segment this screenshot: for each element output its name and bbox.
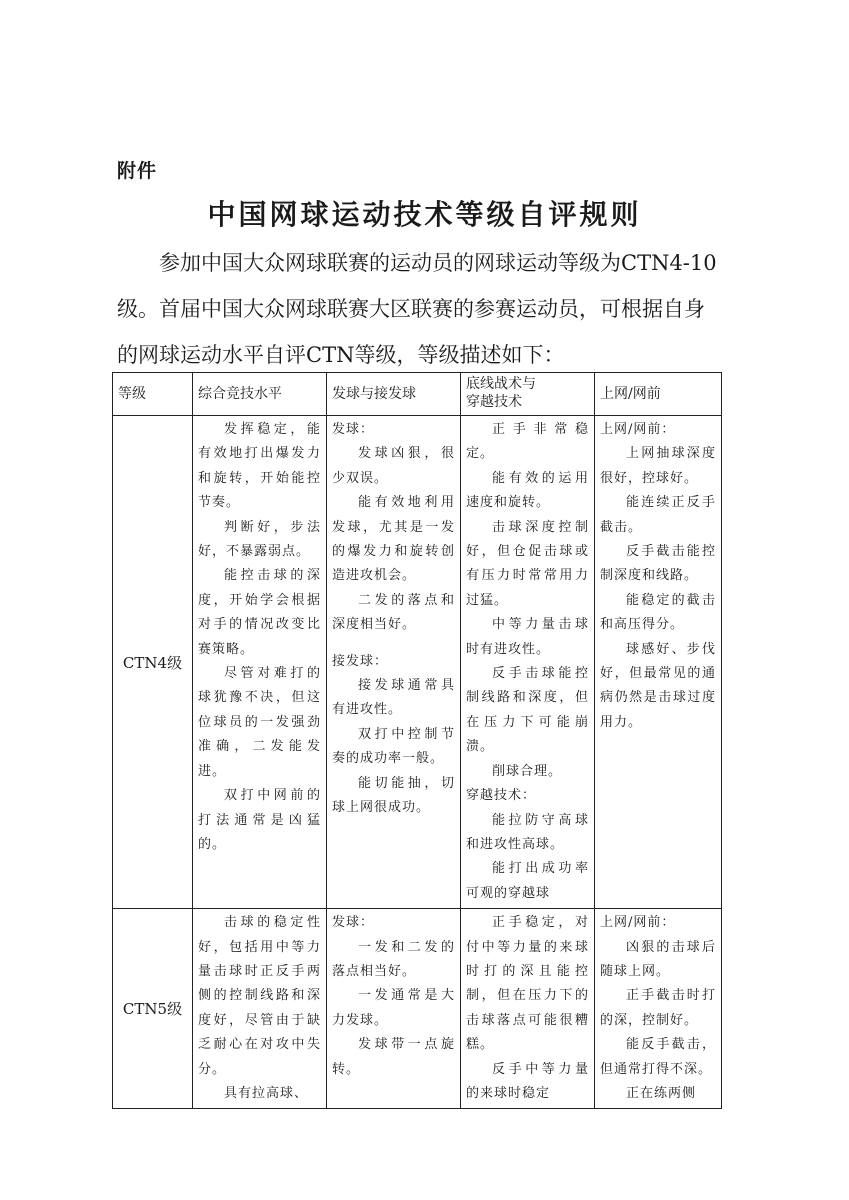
header-serve: 发球与接发球 [327,373,461,416]
net-cell [595,909,722,1109]
cell-paragraph: 接发球通常具有进攻性。 [332,678,455,718]
cell-paragraph: 双打中控制节奏的成功率一般。 [332,726,455,767]
baseline-cell [461,909,595,1109]
attachment-label: 附件 [117,160,158,182]
cell-paragraph: 双打中网前的打法通常是凶猛的。 [198,788,321,852]
intro-line-2: 级。首届中国大众网球联赛大区联赛的参赛运动员，可根据自身 [117,297,705,321]
overall-cell [193,416,327,909]
table-header-row [113,373,722,416]
cell-paragraph: 判断好，步法好，不暴露弱点。 [198,519,321,560]
cell-paragraph: 一发和二发的落点相当好。 [332,939,455,979]
cell-paragraph: 上网/网前： [600,915,676,931]
cell-paragraph: 发球： [332,915,375,931]
header-level: 等级 [113,373,193,416]
cell-paragraph: 球感好、步伐好，但最常见的通病仍然是击球过度用力。 [600,641,716,730]
cell-paragraph: 正手稳定，对付中等力量的来球时打的深且能控制，但在压力下的击球落点可能很糟糕。 [466,915,589,1053]
cell-paragraph: 二发的落点和深度相当好。 [332,592,455,633]
header-overall: 综合竞技水平 [193,373,327,416]
cell-paragraph: 尽管对难打的球犹豫不决，但这位球员的一发强劲准确，二发能发进。 [198,666,321,779]
serve-cell [327,909,461,1109]
overall-cell [193,909,327,1109]
baseline-cell [461,416,595,909]
serve-cell [327,416,461,909]
cell-paragraph: 反手截击能控制深度和线路。 [600,544,716,584]
cell-paragraph: 能有效的运用速度和旋转。 [466,470,589,511]
cell-paragraph: 削球合理。 [492,763,563,779]
level-cell: CTN5级 [113,909,193,1109]
cell-paragraph: 发球凶狠，很少双误。 [332,446,455,486]
document-title: 中国网球运动技术等级自评规则 [207,198,642,231]
cell-paragraph: 反手中等力量的来球时稳定 [466,1061,589,1101]
cell-paragraph: 反手击球能控制线路和深度，但在压力下可能崩溃。 [466,666,589,755]
header-baseline [461,373,595,416]
cell-paragraph: 能连续正反手截击。 [600,495,716,535]
cell-paragraph: 一发通常是大力发球。 [332,988,455,1028]
cell-paragraph: 正在练两侧 [626,1085,697,1101]
table-row [113,909,722,1109]
cell-paragraph: 能控击球的深度，开始学会根据对手的情况改变比赛策略。 [198,568,321,657]
cell-paragraph: 发球带一点旋转。 [332,1037,455,1077]
header-baseline-line-1: 底线战术与 [466,376,536,392]
cell-spacer [332,638,455,650]
cell-paragraph: 击球深度控制好，但仓促击球或有压力时常常用力过猛。 [466,519,589,608]
cell-paragraph: 能有效地利用发球，尤其是一发的爆发力和旋转创造进攻机会。 [332,495,455,584]
intro-line-1: 参加中国大众网球联赛的运动员的网球运动等级为CTN4-10 [159,251,717,275]
header-baseline-line-2: 穿越技术 [466,394,522,410]
cell-paragraph: 能打出成功率可观的穿越球 [466,861,589,901]
cell-paragraph: 正手截击时打的深，控制好。 [600,988,716,1028]
cell-paragraph: 中等力量击球时有进攻性。 [466,617,589,657]
net-cell [595,416,722,909]
cell-paragraph: 能切能抽，切球上网很成功。 [332,775,455,816]
level-cell: CTN4级 [113,416,193,909]
grade-table [112,372,722,1109]
cell-paragraph: 凶狠的击球后随球上网。 [600,939,716,979]
cell-paragraph: 发球： [332,422,375,437]
cell-paragraph: 穿越技术： [466,788,537,804]
cell-paragraph: 接发球： [332,653,389,669]
header-net: 上网/网前 [595,373,722,416]
intro-line-3: 的网球运动水平自评CTN等级，等级描述如下： [117,343,565,367]
cell-paragraph: 能拉防守高球和进攻性高球。 [466,812,589,852]
cell-paragraph: 正手非常稳定。 [466,422,589,462]
cell-paragraph: 上网/网前： [600,422,676,437]
cell-paragraph: 击球的稳定性好，包括用中等力量击球时正反手两侧的控制线路和深度好，尽管由于缺乏耐心在对攻中失分。 [198,915,321,1077]
cell-paragraph: 能反手截击，但通常打得不深。 [600,1037,716,1077]
cell-paragraph: 具有拉高球、 [224,1085,309,1101]
cell-paragraph: 发挥稳定，能有效地打出爆发力和旋转，开始能控节奏。 [198,422,321,511]
cell-paragraph: 上网抽球深度很好，控球好。 [600,446,716,486]
table-row [113,416,722,909]
cell-paragraph: 能稳定的截击和高压得分。 [600,592,716,633]
